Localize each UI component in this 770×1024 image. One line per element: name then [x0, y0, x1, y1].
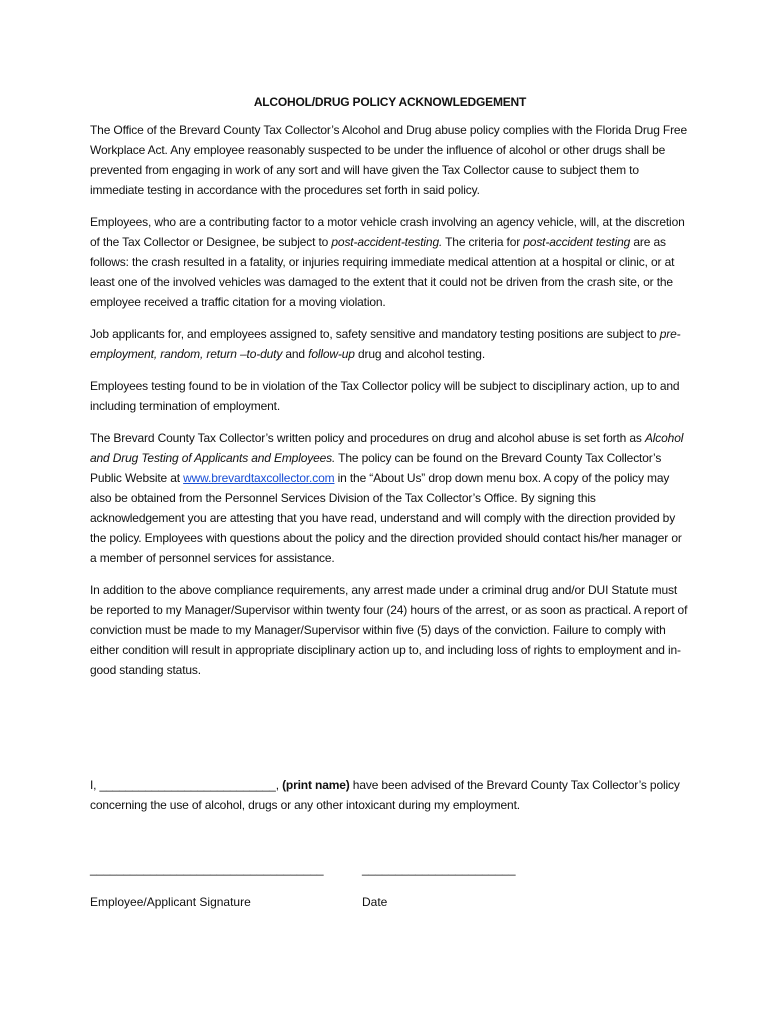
paragraph-text: are as follows: the crash resulted in a fatality, or injuries requiring immediate medical attention at a hospital or clinic, or at least one of the involved vehicles was damaged to the extent that it could not be driven from the crash site, or the employee received a traffic citation for a moving violation. [90, 235, 675, 309]
paragraph-text: The policy can be found on the Brevard County Tax Collector’s Public Website at [90, 451, 662, 485]
paragraph-violation [90, 376, 690, 416]
ack-prefix: I, ___________________________, [90, 778, 283, 792]
paragraph-testing-positions [90, 324, 690, 364]
date-line[interactable]: _______________________ [362, 862, 516, 876]
ack-suffix: have been advised of the Brevard County Tax Collector’s policy concerning the use of alcohol, drugs or any other intoxicant during my employment. [90, 778, 680, 812]
paragraph-text: in the “About Us” drop down menu box. A copy of the policy may also be obtained from the Personnel Services Division of the Tax Collector’s Office. By signing this acknowledgement you are attesting that you have read, understand and will comply with the direction provided by the policy. Employees with questions about the policy and the direction provided should contact his/her manager or a member of personnel services for assistance. [90, 471, 682, 565]
paragraph-text: Job applicants for, and employees assigned to, safety sensitive and mandatory testing positions are subject to [90, 327, 660, 341]
paragraph-text: drug and alcohol testing. [354, 347, 486, 361]
paragraph-text: Employees testing found to be in violation of the Tax Collector policy will be subject to disciplinary action, up to and including termination of employment. [90, 379, 680, 413]
policy-document [90, 92, 690, 692]
paragraph-text: and [282, 347, 309, 361]
signature-label: Employee/Applicant Signature [90, 895, 251, 909]
website-link[interactable]: www.brevardtaxcollector.com [183, 471, 335, 485]
paragraph-text: In addition to the above compliance requirements, any arrest made under a criminal drug and/or DUI Statute must be reported to my Manager/Supervisor within twenty four (24) hours of the arrest, or as soon as practical. A report of conviction must be made to my Manager/Supervisor within five (5) days of the conviction. Failure to comply with either condition will result in appropriate disciplinary action up to, and including loss of rights to employment and in-good standing status. [90, 583, 688, 677]
emphasis-text: post-accident-testing. [331, 235, 443, 249]
emphasis-text: post-accident testing [523, 235, 631, 249]
paragraph-post-accident [90, 212, 690, 312]
date-label: Date [362, 895, 388, 909]
paragraph-text: The Brevard County Tax Collector’s written policy and procedures on drug and alcohol abuse is set forth as [90, 431, 645, 445]
paragraph-arrest-reporting [90, 580, 690, 680]
emphasis-text: follow-up [308, 347, 355, 361]
document-title: ALCOHOL/DRUG POLICY ACKNOWLEDGEMENT [253, 95, 527, 109]
signature-line[interactable]: ___________________________________ [90, 862, 324, 876]
signature-block [90, 862, 690, 922]
paragraph-policy-compliance [90, 120, 690, 200]
paragraph-text: The Office of the Brevard County Tax Collector’s Alcohol and Drug abuse policy complies with the Florida Drug Free Workplace Act. Any employee reasonably suspected to be under the influence of alcohol or other drugs shall be prevented from engaging in work of any sort and will have given the Tax Collector cause to subject them to immediate testing in accordance with the procedures set forth in said policy. [90, 123, 687, 197]
paragraph-text: Employees, who are a contributing factor to a motor vehicle crash involving an agency vehicle, will, at the discretion of the Tax Collector or Designee, be subject to [90, 215, 685, 249]
paragraph-written-policy [90, 428, 690, 568]
emphasis-text: pre-employment, random, return –to-duty [90, 327, 681, 361]
acknowledgement-statement [90, 775, 690, 815]
paragraph-text: The criteria for [442, 235, 524, 249]
emphasis-text: Alcohol and Drug Testing of Applicants and Employees. [90, 431, 684, 465]
ack-print-name-label: (print name) [282, 778, 350, 792]
